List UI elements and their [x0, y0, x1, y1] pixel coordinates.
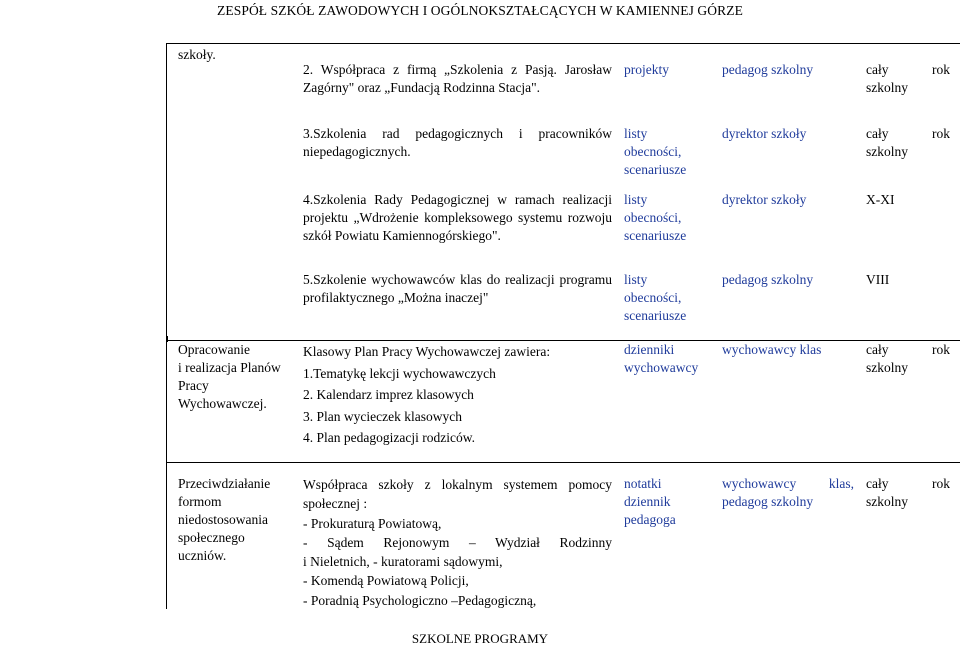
area-line: Opracowanie — [178, 342, 250, 357]
page-footer: SZKOLNE PROGRAMY — [411, 631, 549, 646]
responsible-cell: wychowawcy klas — [722, 342, 822, 357]
task-line: i Nieletnich, - kuratorami sądowymi, — [303, 554, 503, 570]
term-cell — [866, 61, 950, 97]
responsible-cell — [722, 475, 854, 511]
area-line: społecznego — [178, 530, 245, 545]
term-word: rok — [932, 342, 950, 357]
term-word: szkolny — [866, 360, 908, 375]
term-cell: VIII — [866, 272, 890, 287]
evidence-cell — [624, 125, 686, 179]
term-word: cały — [866, 342, 889, 357]
evidence-cell — [624, 341, 698, 377]
evidence-line: obecności, — [624, 144, 682, 159]
term-word: rok — [932, 476, 950, 491]
area-line: niedostosowania — [178, 512, 268, 527]
task-cell: 5.Szkolenie wychowawców klas do realizacji programu profilaktycznego „Można inaczej" — [303, 272, 612, 305]
evidence-line: obecności, — [624, 210, 682, 225]
evidence-line: scenariusze — [624, 228, 687, 243]
area-line: Pracy — [178, 378, 209, 393]
term-cell — [866, 475, 950, 511]
task-line: 4. Plan pedagogizacji rodziców. — [303, 430, 475, 445]
task-line: 1.Tematykę lekcji wychowawczych — [303, 365, 496, 381]
evidence-cell — [624, 271, 686, 325]
term-cell — [866, 125, 950, 161]
responsible-cell: pedagog szkolny — [722, 272, 814, 287]
task-line: Klasowy Plan Pracy Wychowawczej zawiera: — [303, 344, 551, 359]
responsible-cell: pedagog szkolny — [722, 62, 814, 77]
task-cell — [303, 475, 612, 610]
area-line: uczniów. — [178, 548, 227, 563]
area-line: i realizacja Planów — [178, 360, 281, 375]
evidence-line: listy — [624, 272, 648, 287]
area-cell: szkoły. — [178, 47, 216, 62]
term-cell — [866, 341, 950, 377]
term-word: szkolny — [866, 494, 908, 509]
area-line: formom — [178, 494, 222, 509]
area-line: Przeciwdziałanie — [178, 476, 271, 491]
term-word: rok — [932, 62, 950, 77]
term-word: szkolny — [866, 144, 908, 159]
task-cell — [303, 341, 550, 449]
task-line: - Komendą Powiatową Policji, — [303, 573, 469, 589]
area-cell — [178, 341, 294, 413]
area-line: Wychowawczej. — [178, 396, 267, 411]
evidence-line: scenariusze — [624, 162, 687, 177]
term-word: szkolny — [866, 80, 908, 95]
task-cell: 2. Współpraca z firmą „Szkolenia z Pasją. Jarosław Zagórny" oraz „Fundacją Rodzinna Stacja". — [303, 62, 612, 95]
page-header: ZESPÓŁ SZKÓŁ ZAWODOWYCH I OGÓLNOKSZTAŁCĄCYCH W KAMIENNEJ GÓRZE — [217, 3, 743, 18]
term-word: cały — [866, 476, 889, 491]
task-line: - Prokuraturą Powiatową, — [303, 515, 442, 531]
responsible-word: klas, — [828, 476, 854, 491]
responsible-cell: dyrektor szkoły — [722, 192, 807, 207]
term-word: cały — [866, 62, 889, 77]
row-border — [166, 43, 960, 44]
term-word: cały — [866, 126, 889, 141]
row-border — [166, 462, 960, 463]
evidence-cell — [624, 191, 686, 245]
area-cell — [178, 475, 270, 565]
task-line: Współpraca szkoły z lokalnym systemem pomocy — [303, 477, 612, 492]
responsible-cell: dyrektor szkoły — [722, 126, 807, 141]
task-line: 3. Plan wycieczek klasowych — [303, 408, 462, 424]
responsible-word: pedagog szkolny — [722, 494, 814, 509]
column-border — [167, 336, 168, 342]
task-cell: 3.Szkolenia rad pedagogicznych i pracowników niepedagogicznych. — [303, 126, 612, 159]
task-line: społecznej : — [303, 496, 368, 512]
evidence-line: scenariusze — [624, 308, 687, 323]
task-line: - Sądem Rejonowym – Wydział Rodzinny — [303, 534, 612, 550]
evidence-line: wychowawcy — [624, 360, 699, 375]
evidence-line: listy — [624, 192, 648, 207]
task-cell: 4.Szkolenia Rady Pedagogicznej w ramach realizacji projektu „Wdrożenie kompleksowego systemu rozwoju szkół Powiatu Kamiennogórskiego". — [303, 192, 612, 243]
evidence-line: listy — [624, 126, 648, 141]
evidence-cell: projekty — [624, 62, 669, 77]
evidence-line: dziennik — [624, 494, 671, 509]
term-cell: X-XI — [866, 192, 895, 207]
column-border — [166, 43, 167, 609]
evidence-line: pedagoga — [624, 512, 676, 527]
task-line: - Poradnią Psychologiczno –Pedagogiczną, — [303, 592, 537, 608]
evidence-cell — [624, 475, 676, 529]
evidence-line: notatki — [624, 476, 662, 491]
task-line: 2. Kalendarz imprez klasowych — [303, 387, 474, 402]
evidence-line: dzienniki — [624, 342, 675, 357]
evidence-line: obecności, — [624, 290, 682, 305]
responsible-word: wychowawcy — [722, 476, 797, 491]
term-word: rok — [932, 126, 950, 141]
